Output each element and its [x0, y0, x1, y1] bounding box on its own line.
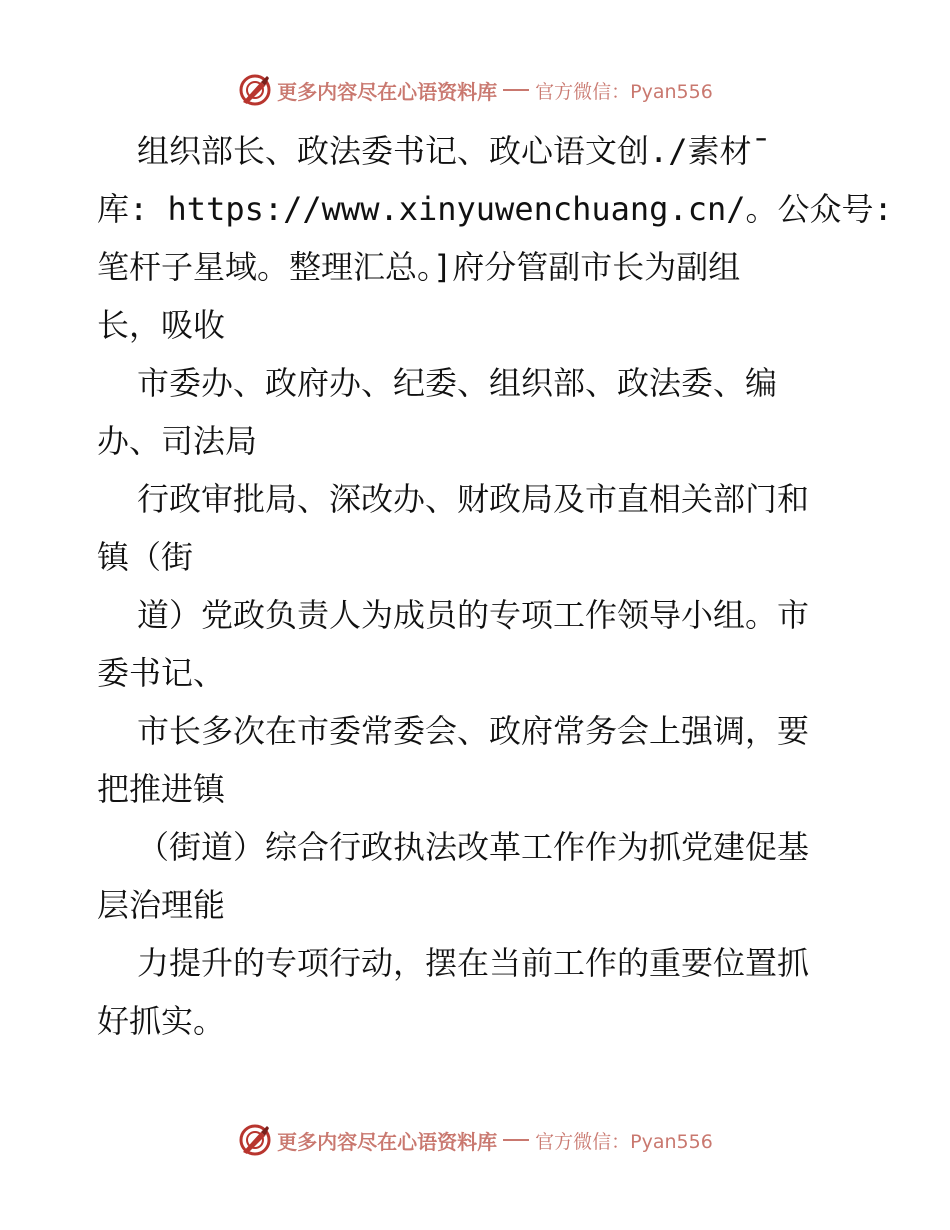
footer-dash: [503, 1139, 529, 1141]
header-dash: [503, 89, 529, 91]
header-wechat-text: 官方微信：Pyan556: [535, 80, 713, 103]
header-promo-text: 更多内容尽在心语资料库: [277, 79, 498, 104]
body-line: 办、司法局: [97, 422, 258, 460]
pen-logo-icon: [237, 1122, 273, 1158]
body-line: 组织部长、政法委书记、政心语文创./素材¯: [137, 132, 771, 170]
body-line: （街道）综合行政执法改革工作作为抓党建促基: [137, 828, 810, 866]
body-line: 把推进镇: [97, 770, 226, 808]
body-line: 行政审批局、深改办、财政局及市直相关部门和: [137, 480, 810, 518]
footer-banner: [0, 1122, 950, 1158]
body-line: 委书记、: [97, 654, 226, 692]
body-line: 好抓实。: [97, 1002, 226, 1040]
pen-logo-icon: [237, 72, 273, 108]
footer-wechat-text: 官方微信：Pyan556: [535, 1130, 713, 1153]
header-banner: [0, 72, 950, 108]
body-line: 笔杆子星域。整理汇总。]府分管副市长为副组: [97, 248, 741, 286]
body-line: 层治理能: [97, 886, 226, 924]
body-line: 道）党政负责人为成员的专项工作领导小组。市: [137, 596, 810, 634]
body-line: 镇（街: [97, 538, 194, 576]
body-line: 长，吸收: [97, 306, 226, 344]
body-line: 库: https://www.xinyuwenchuang.cn/。公众号:: [97, 190, 893, 228]
body-line: 市委办、政府办、纪委、组织部、政法委、编: [137, 364, 778, 402]
body-line: 力提升的专项行动，摆在当前工作的重要位置抓: [137, 944, 810, 982]
document-body: [97, 122, 893, 1050]
body-line: 市长多次在市委常委会、政府常务会上强调，要: [137, 712, 810, 750]
footer-promo-text: 更多内容尽在心语资料库: [277, 1129, 498, 1154]
